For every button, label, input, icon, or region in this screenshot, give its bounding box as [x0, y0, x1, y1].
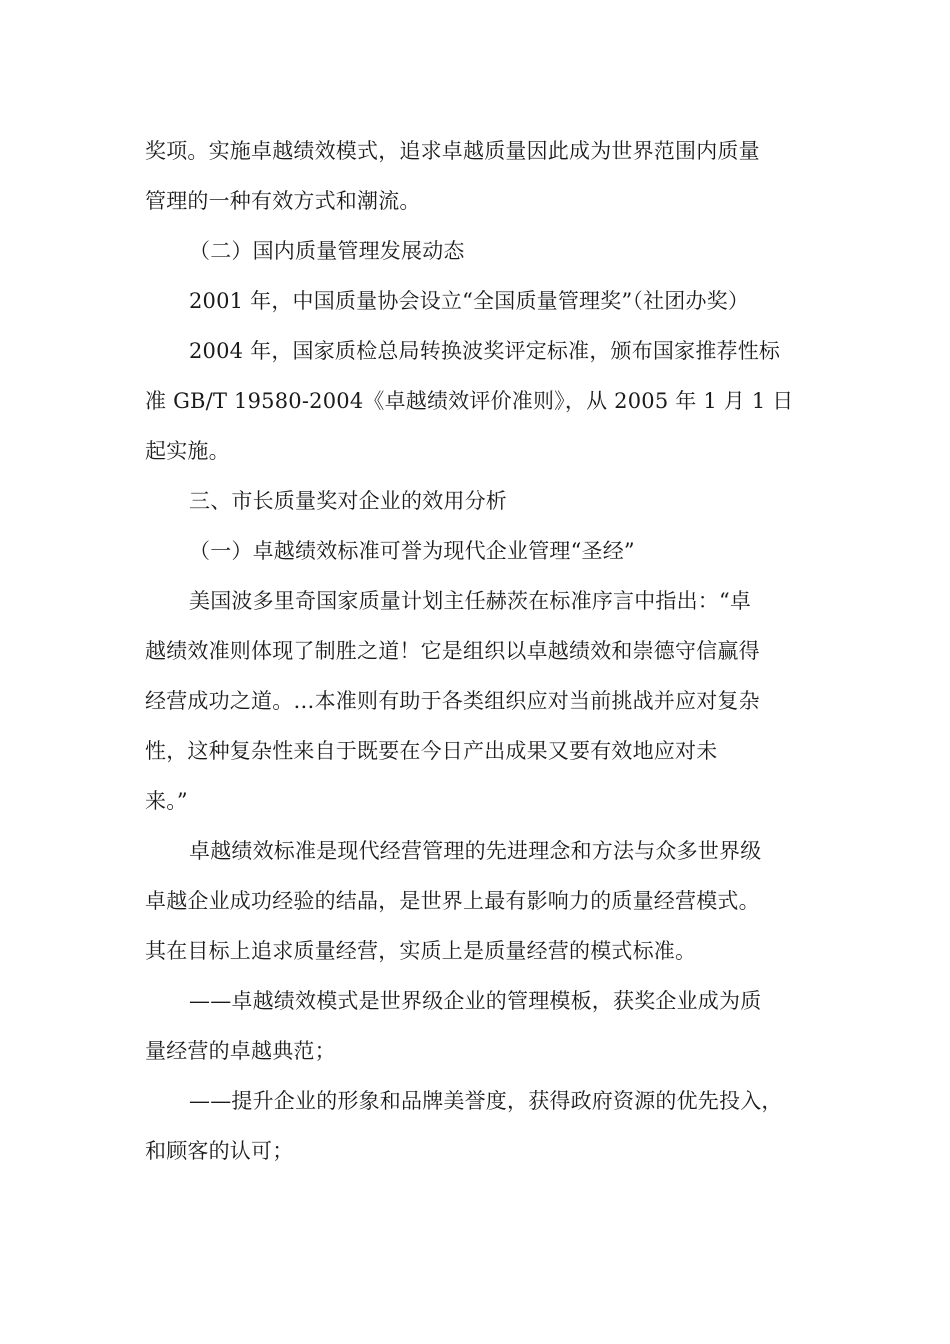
text-line-14: 来。” — [145, 789, 188, 813]
bullet-line-1: ——卓越绩效模式是世界级企业的管理模板，获奖企业成为质 — [189, 989, 762, 1013]
text-line-17: 其在目标上追求质量经营，实质上是质量经营的模式标准。 — [145, 939, 697, 963]
text-line-15: 卓越绩效标准是现代经营管理的先进理念和方法与众多世界级 — [189, 839, 762, 863]
document-body — [145, 126, 810, 1176]
text-line-6: 准 GB/T 19580-2004《卓越绩效评价准则》，从 2005 年 1 月 1 日 — [145, 389, 794, 413]
section-heading-effect-analysis: 三、市长质量奖对企业的效用分析 — [189, 489, 507, 513]
text-line-16: 卓越企业成功经验的结晶，是世界上最有影响力的质量经营模式。 — [145, 889, 760, 913]
text-line-1: 奖项。实施卓越绩效模式，追求卓越质量因此成为世界范围内质量 — [145, 139, 760, 163]
text-line-12: 经营成功之道。…本准则有助于各类组织应对当前挑战并应对复杂 — [145, 689, 760, 713]
text-line-19: 量经营的卓越典范； — [145, 1039, 336, 1063]
section-heading-domestic-quality: （二）国内质量管理发展动态 — [189, 239, 465, 263]
text-line-10: 美国波多里奇国家质量计划主任赫茨在标准序言中指出：“卓 — [189, 589, 752, 613]
bullet-line-2: ——提升企业的形象和品牌美誉度，获得政府资源的优先投入， — [189, 1089, 783, 1113]
text-line-4: 2001 年，中国质量协会设立“全国质量管理奖”（社团办奖） — [189, 289, 750, 313]
text-line-7: 起实施。 — [145, 439, 230, 463]
text-line-13: 性，这种复杂性来自于既要在今日产出成果又要有效地应对未 — [145, 739, 718, 763]
text-line-11: 越绩效准则体现了制胜之道！它是组织以卓越绩效和崇德守信赢得 — [145, 639, 760, 663]
text-line-21: 和顾客的认可； — [145, 1139, 294, 1163]
text-line-2: 管理的一种有效方式和潮流。 — [145, 189, 421, 213]
subsection-heading-bible: （一）卓越绩效标准可誉为现代企业管理“圣经” — [189, 539, 635, 563]
text-line-5: 2004 年，国家质检总局转换波奖评定标准，颁布国家推荐性标 — [189, 339, 781, 363]
